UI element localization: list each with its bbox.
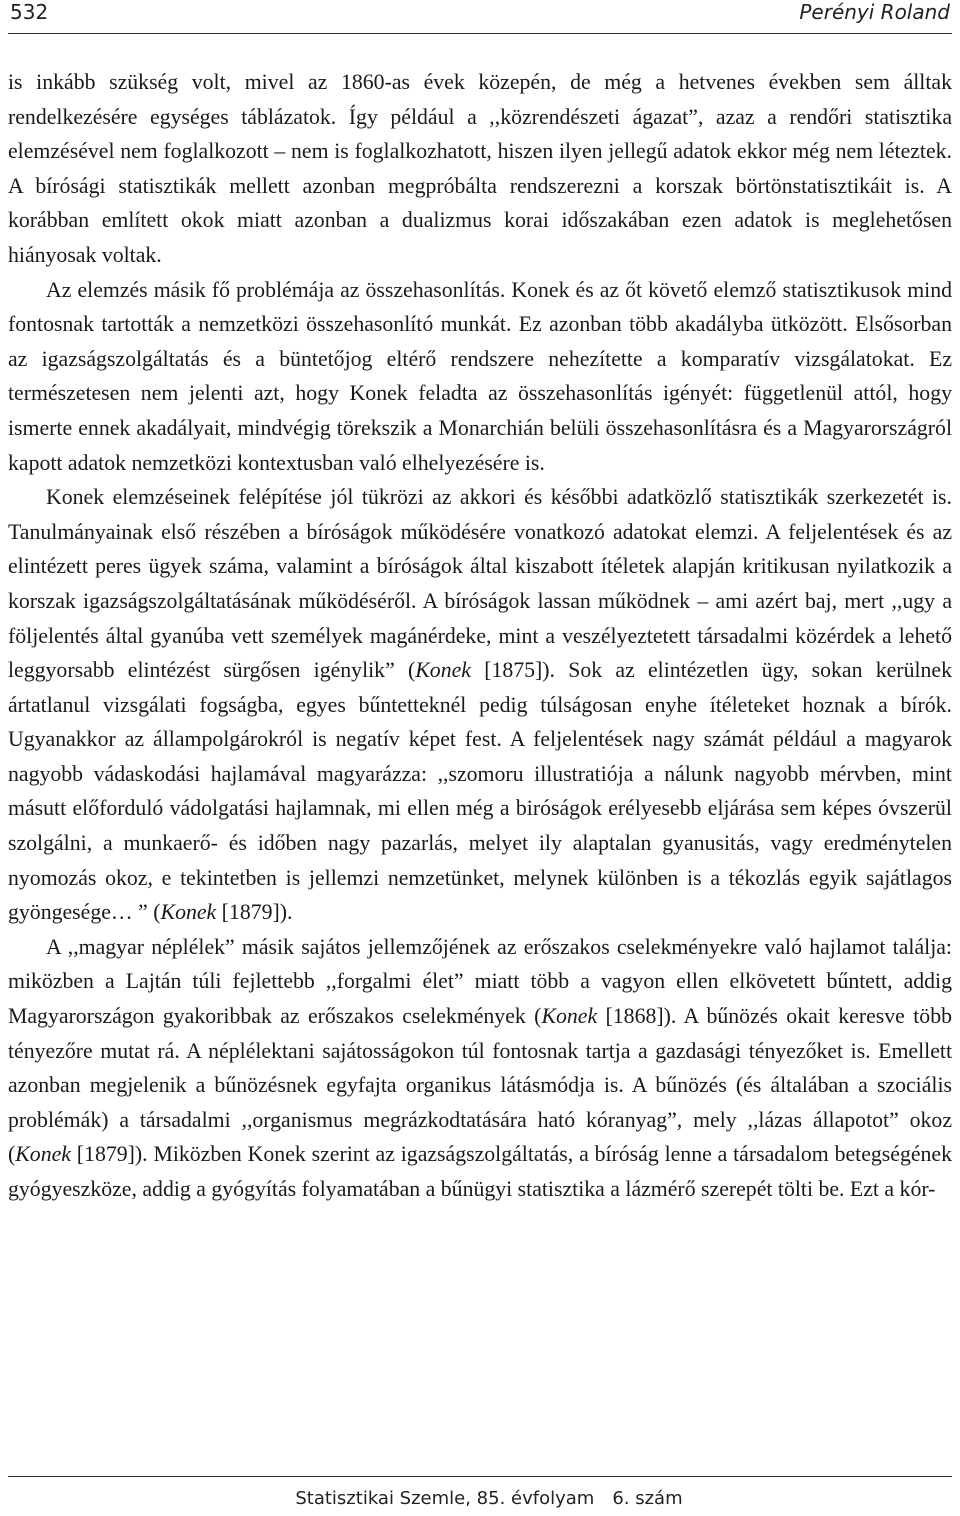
text-segment: [1879]). [216,900,293,925]
footer-rule [8,1476,952,1477]
header-rule [8,33,952,34]
text-segment: A ,,magyar néplélek” másik sajátos jellemzőjének az erőszakos cselekményekre való hajlamot találja: miközben a Lajtán túli fejlettebb ,,forgalmi élet” miatt több a vagyon ellen elkövetett bűntett, addig Magyarországon gyakoribbak az erőszakos cselekmények ( [8,934,952,1029]
issue-number: 6. szám [612,1488,683,1509]
text-segment: Az elemzés másik fő problémája az összehasonlítás. Konek és az őt követő elemző statisztikusok mind fontosnak tartották a nemzetközi összehasonlító munkát. Ez azonban több akadályba ütközött. Elsősorban az igazságszolgáltatás és a büntetőjog eltérő rendszere nehezítette a komparatív vizsgálatokat. Ez természetesen nem jelenti azt, hogy Konek feladta az összehasonlítás igényét: függetlenül attól, hogy ismerte ennek akadályait, mindvégig törekszik a Monarchián belüli összehasonlításra és a Magyarországról kapott adatok nemzetközi kontextusban való elhelyezésére is. [8,277,952,475]
page-footer [0,1488,960,1509]
journal-name: Statisztikai Szemle, 85. évfolyam [295,1488,595,1509]
text-segment: is inkább szükség volt, mivel az 1860-as évek közepén, de még a hetvenes években sem álltak rendelkezésére egységes táblázatok. Így például a ,,közrendészeti ágazat”, azaz a rendőri statisztika elemzésével nem foglalkozott – nem is foglalkozhatott, hiszen ilyen jellegű adatok ekkor még nem léteztek. A bírósági statisztikák mellett azonban megpróbálta rendszerezni a korszak börtönstatisztikáit is. A korábban említett okok miatt azonban a dualizmus korai időszakában ezen adatok is meglehetősen hiányosak voltak. [8,70,952,267]
page-number: 532 [10,0,49,24]
text-segment: [1875]). Sok az elintézetlen ügy, sokan kerülnek ártatlanul vizsgálati fogságba, egyes bűntetteknél pedig túlságosan enyhe ítéleteket hoznak a bírók. Ugyanakkor az állampolgárokról is negatív képet fest. A feljelentések nagy számát például a magyarok nagyobb vádaskodási hajlamával magyarázza: ,,szomoru illustratiója a nálunk nagyobb mérvben, mint másutt előforduló vádolgatási hajlamnak, mi ellen még a biróságok erélyesebb eljárása sem képes óvszerül szolgálni, a munkaerő- és időben nagy pazarlás, melyet ily alaptalan gyanusitás, vagy eredménytelen nyomozás okoz, e tekintetben is jellemzi nemzetünket, melynek különben is a tékozlás egyik sajátlagos gyöngesége… ” ( [8,658,952,925]
paragraph [8,65,952,273]
citation-author: Konek [415,658,471,683]
paragraph [8,273,952,481]
text-segment: [1879]). Miközben Konek szerint az igazságszolgáltatás, a bíróság lenne a társadalom betegségének gyógyeszköze, addig a gyógyítás folyamatában a bűnügyi statisztika a lázmérő szerepét tölti be. Ezt a kór- [8,1142,952,1201]
citation-author: Konek [160,900,217,925]
page-header [8,0,952,32]
body-text [8,65,952,1207]
text-segment: Konek elemzéseinek felépítése jól tükrözi az akkori és későbbi adatközlő statisztikák szerkezetét is. Tanulmányainak első részében a bíróságok működésére vonatkozó adatokat elemzi. A feljelentések és az elintézett peres ügyek száma, valamint a bíróságok által kiszabott ítéletek alapján kritikusan nyilatkozik a korszak igazságszolgáltatásának működéséről. A bíróságok lassan működnek – ami azért baj, mert ,,ugy a följelentés által gyanúba vett személyek magánérdeke, mint a veszélyeztetett társadalmi közérdek a lehető leggyorsabb elintézést sürgősen igénylik” ( [8,485,952,683]
citation-author: Konek [15,1142,71,1167]
paragraph [8,930,952,1207]
text-segment: [1868]). A bűnözés okait keresve több tényezőre mutat rá. A néplélektani sajátosságokon túl fontosnak tartja a gazdasági tényezőket is. Emellett azonban megjelenik a bűnözésnek egyfajta organikus látásmódja is. A bűnözés (és általában a szociális problémák) a társadalmi ,,organismus megrázkodtatására ható kóranyag”, mely ,,lázas állapotot” okoz ( [8,1004,952,1167]
citation-author: Konek [541,1004,598,1029]
paragraph [8,480,952,930]
running-head-author: Perényi Roland [799,0,950,24]
